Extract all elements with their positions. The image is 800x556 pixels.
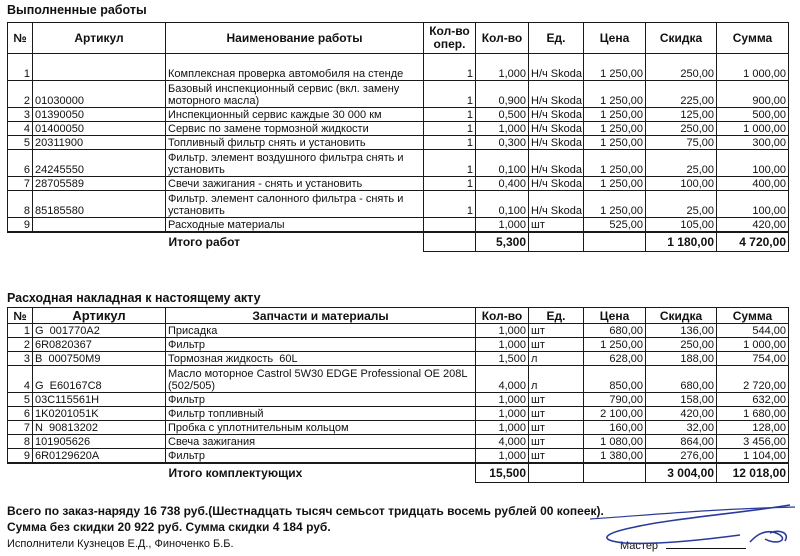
sum-cell: 420,00 (717, 218, 789, 233)
sum-cell: 3 456,00 (717, 435, 789, 449)
sum-cell: 1 000,00 (717, 338, 789, 352)
qty-cell: 0,400 (476, 177, 529, 191)
article-cell: 28705589 (33, 177, 166, 191)
article-cell: 01030000 (33, 81, 166, 108)
work-name-cell: Свечи зажигания - снять и установить (166, 177, 424, 191)
price-cell: 1 250,00 (584, 191, 646, 218)
work-name-cell: Фильтр. элемент салонного фильтра - снять и установить (166, 191, 424, 218)
table-row (8, 136, 789, 150)
col-header-number: № (8, 308, 33, 324)
row-number: 9 (8, 449, 33, 464)
empty-cell (529, 463, 584, 483)
price-cell: 2 100,00 (584, 407, 646, 421)
unit-cell: Н/ч Skoda (529, 81, 584, 108)
unit-cell: шт (529, 421, 584, 435)
unit-cell: Н/ч Skoda (529, 54, 584, 81)
sum-cell: 544,00 (717, 324, 789, 338)
qty-cell: 0,300 (476, 136, 529, 150)
row-number: 9 (8, 218, 33, 233)
qty-cell: 1,000 (476, 338, 529, 352)
qty-cell: 0,500 (476, 108, 529, 122)
table-row (8, 435, 789, 449)
table-row (8, 150, 789, 177)
part-name-cell: Фильтр (166, 449, 476, 464)
part-name-cell: Фильтр (166, 393, 476, 407)
part-name-cell: Присадка (166, 324, 476, 338)
works-total-row (8, 232, 789, 252)
table-row (8, 191, 789, 218)
part-name-cell: Тормозная жидкость 60L (166, 352, 476, 366)
sum-cell: 1 104,00 (717, 449, 789, 464)
sum-cell: 300,00 (717, 136, 789, 150)
empty-cell (584, 463, 646, 483)
article-cell: 1K0201051K (33, 407, 166, 421)
total-qty: 15,500 (476, 463, 529, 483)
sum-cell: 900,00 (717, 81, 789, 108)
part-name-cell: Масло моторное Castrol 5W30 EDGE Professional OE 208L (502/505) (166, 366, 476, 393)
qty-cell: 0,100 (476, 150, 529, 177)
row-number: 3 (8, 108, 33, 122)
article-cell: N 90813202 (33, 421, 166, 435)
unit-cell: шт (529, 324, 584, 338)
total-sum: 12 018,00 (717, 463, 789, 483)
ops-count-cell (424, 218, 476, 233)
discount-cell: 105,00 (646, 218, 717, 233)
unit-cell: Н/ч Skoda (529, 136, 584, 150)
sum-cell: 128,00 (717, 421, 789, 435)
article-cell: 85185580 (33, 191, 166, 218)
sum-cell: 1 000,00 (717, 54, 789, 81)
article-cell: G E60167C8 (33, 366, 166, 393)
discount-summary-text: Сумма без скидки 20 922 руб. Сумма скидки 4 184 руб. (7, 520, 331, 534)
col-header-work-name: Наименование работы (166, 23, 424, 54)
article-cell: 6R0129620A (33, 449, 166, 464)
row-number: 4 (8, 366, 33, 393)
ops-count-cell: 1 (424, 150, 476, 177)
sum-cell: 1 680,00 (717, 407, 789, 421)
empty-cell (529, 232, 584, 252)
table-row (8, 324, 789, 338)
sum-cell: 400,00 (717, 177, 789, 191)
work-name-cell: Инспекционный сервис каждые 30 000 км (166, 108, 424, 122)
works-table (7, 22, 789, 252)
unit-cell: шт (529, 393, 584, 407)
spacer (33, 232, 166, 252)
col-header-discount: Скидка (646, 308, 717, 324)
table-row (8, 352, 789, 366)
total-label: Итого комплектующих (166, 463, 476, 483)
discount-cell: 100,00 (646, 177, 717, 191)
ops-count-cell: 1 (424, 191, 476, 218)
master-label: Мастер (620, 540, 659, 552)
discount-cell: 276,00 (646, 449, 717, 464)
row-number: 5 (8, 136, 33, 150)
col-header-price: Цена (584, 23, 646, 54)
work-name-cell: Базовый инспекционный сервис (вкл. замену моторного масла) (166, 81, 424, 108)
qty-cell: 1,000 (476, 407, 529, 421)
row-number: 1 (8, 54, 33, 81)
discount-cell: 225,00 (646, 81, 717, 108)
unit-cell: шт (529, 435, 584, 449)
row-number: 5 (8, 393, 33, 407)
ops-count-cell: 1 (424, 177, 476, 191)
qty-cell: 4,000 (476, 366, 529, 393)
qty-cell: 1,000 (476, 324, 529, 338)
price-cell: 1 250,00 (584, 177, 646, 191)
spacer (8, 463, 33, 483)
total-label: Итого работ (166, 232, 424, 252)
unit-cell: Н/ч Skoda (529, 177, 584, 191)
discount-cell: 250,00 (646, 122, 717, 136)
price-cell: 1 380,00 (584, 449, 646, 464)
price-cell: 1 250,00 (584, 122, 646, 136)
price-cell: 1 250,00 (584, 108, 646, 122)
unit-cell: Н/ч Skoda (529, 191, 584, 218)
article-cell: 6R0820367 (33, 338, 166, 352)
col-header-article: Артикул (33, 23, 166, 54)
work-name-cell: Топливный фильтр снять и установить (166, 136, 424, 150)
table-row (8, 177, 789, 191)
works-section-title: Выполненные работы (7, 3, 147, 17)
row-number: 2 (8, 338, 33, 352)
discount-cell: 250,00 (646, 54, 717, 81)
qty-cell: 1,000 (476, 122, 529, 136)
spacer (33, 463, 166, 483)
discount-cell: 125,00 (646, 108, 717, 122)
article-cell (33, 218, 166, 233)
article-cell: G 001770A2 (33, 324, 166, 338)
unit-cell: шт (529, 407, 584, 421)
price-cell: 1 080,00 (584, 435, 646, 449)
total-qty: 5,300 (476, 232, 529, 252)
table-row (8, 54, 789, 81)
table-row (8, 218, 789, 233)
grand-total-text: Всего по заказ-наряду 16 738 руб.(Шестнадцать тысяч семьсот тридцать восемь рублей 00 копеек). (7, 504, 604, 518)
total-discount: 1 180,00 (646, 232, 717, 252)
table-row (8, 407, 789, 421)
total-sum: 4 720,00 (717, 232, 789, 252)
discount-cell: 32,00 (646, 421, 717, 435)
sum-cell: 2 720,00 (717, 366, 789, 393)
ops-count-cell: 1 (424, 108, 476, 122)
sum-cell: 500,00 (717, 108, 789, 122)
price-cell: 1 250,00 (584, 136, 646, 150)
table-row (8, 122, 789, 136)
article-cell: 101905626 (33, 435, 166, 449)
article-cell (33, 54, 166, 81)
qty-cell: 0,100 (476, 191, 529, 218)
unit-cell: Н/ч Skoda (529, 108, 584, 122)
row-number: 1 (8, 324, 33, 338)
unit-cell: шт (529, 449, 584, 464)
total-discount: 3 004,00 (646, 463, 717, 483)
unit-cell: л (529, 352, 584, 366)
part-name-cell: Пробка с уплотнительным кольцом (166, 421, 476, 435)
row-number: 7 (8, 421, 33, 435)
sum-cell: 100,00 (717, 150, 789, 177)
discount-cell: 75,00 (646, 136, 717, 150)
article-cell: B 000750M9 (33, 352, 166, 366)
col-header-unit: Ед. (529, 308, 584, 324)
empty-cell (424, 232, 476, 252)
col-header-qty: Кол-во (476, 23, 529, 54)
performers-text: Исполнители Кузнецов Е.Д., Финоченко Б.Б. (7, 538, 234, 550)
ops-count-cell: 1 (424, 122, 476, 136)
unit-cell: Н/ч Skoda (529, 150, 584, 177)
qty-cell: 1,000 (476, 218, 529, 233)
work-name-cell: Комплексная проверка автомобиля на стенде (166, 54, 424, 81)
discount-cell: 680,00 (646, 366, 717, 393)
work-name-cell: Фильтр. элемент воздушного фильтра снять и установить (166, 150, 424, 177)
table-row (8, 366, 789, 393)
unit-cell: Н/ч Skoda (529, 122, 584, 136)
row-number: 7 (8, 177, 33, 191)
empty-cell (584, 232, 646, 252)
col-header-article: Артикул (33, 308, 166, 324)
parts-section-title: Расходная накладная к настоящему акту (7, 291, 261, 305)
ops-count-cell: 1 (424, 81, 476, 108)
price-cell: 1 250,00 (584, 150, 646, 177)
spacer (8, 232, 33, 252)
col-header-price: Цена (584, 308, 646, 324)
qty-cell: 1,000 (476, 449, 529, 464)
unit-cell: л (529, 366, 584, 393)
work-name-cell: Расходные материалы (166, 218, 424, 233)
qty-cell: 1,500 (476, 352, 529, 366)
table-row (8, 108, 789, 122)
work-name-cell: Сервис по замене тормозной жидкости (166, 122, 424, 136)
ops-count-cell: 1 (424, 136, 476, 150)
row-number: 2 (8, 81, 33, 108)
qty-cell: 1,000 (476, 421, 529, 435)
discount-cell: 136,00 (646, 324, 717, 338)
qty-cell: 0,900 (476, 81, 529, 108)
parts-total-row (8, 463, 789, 483)
price-cell: 1 250,00 (584, 338, 646, 352)
col-header-sum: Сумма (717, 308, 789, 324)
unit-cell: шт (529, 338, 584, 352)
col-header-number: № (8, 23, 33, 54)
article-cell: 20311900 (33, 136, 166, 150)
price-cell: 160,00 (584, 421, 646, 435)
row-number: 3 (8, 352, 33, 366)
row-number: 6 (8, 407, 33, 421)
table-row (8, 449, 789, 464)
qty-cell: 4,000 (476, 435, 529, 449)
part-name-cell: Фильтр (166, 338, 476, 352)
table-row (8, 338, 789, 352)
col-header-parts-name: Запчасти и материалы (166, 308, 476, 324)
discount-cell: 25,00 (646, 191, 717, 218)
price-cell: 525,00 (584, 218, 646, 233)
article-cell: 03C115561H (33, 393, 166, 407)
qty-cell: 1,000 (476, 393, 529, 407)
price-cell: 850,00 (584, 366, 646, 393)
article-cell: 01390050 (33, 108, 166, 122)
row-number: 8 (8, 191, 33, 218)
unit-cell: шт (529, 218, 584, 233)
sum-cell: 754,00 (717, 352, 789, 366)
parts-table (7, 307, 789, 483)
discount-cell: 25,00 (646, 150, 717, 177)
part-name-cell: Фильтр топливный (166, 407, 476, 421)
discount-cell: 250,00 (646, 338, 717, 352)
row-number: 6 (8, 150, 33, 177)
qty-cell: 1,000 (476, 54, 529, 81)
row-number: 8 (8, 435, 33, 449)
col-header-sum: Сумма (717, 23, 789, 54)
signature-icon (590, 495, 800, 555)
price-cell: 790,00 (584, 393, 646, 407)
row-number: 4 (8, 122, 33, 136)
discount-cell: 420,00 (646, 407, 717, 421)
discount-cell: 158,00 (646, 393, 717, 407)
sum-cell: 1 000,00 (717, 122, 789, 136)
price-cell: 680,00 (584, 324, 646, 338)
col-header-ops-count: Кол-во опер. (424, 23, 476, 54)
ops-count-cell: 1 (424, 54, 476, 81)
col-header-qty: Кол-во (476, 308, 529, 324)
part-name-cell: Свеча зажигания (166, 435, 476, 449)
price-cell: 628,00 (584, 352, 646, 366)
article-cell: 01400050 (33, 122, 166, 136)
price-cell: 1 250,00 (584, 54, 646, 81)
sum-cell: 100,00 (717, 191, 789, 218)
discount-cell: 864,00 (646, 435, 717, 449)
col-header-unit: Ед. (529, 23, 584, 54)
works-header-row (8, 23, 789, 54)
article-cell: 24245550 (33, 150, 166, 177)
parts-header-row (8, 308, 789, 324)
table-row (8, 393, 789, 407)
discount-cell: 188,00 (646, 352, 717, 366)
table-row (8, 81, 789, 108)
sum-cell: 632,00 (717, 393, 789, 407)
price-cell: 1 250,00 (584, 81, 646, 108)
table-row (8, 421, 789, 435)
col-header-discount: Скидка (646, 23, 717, 54)
